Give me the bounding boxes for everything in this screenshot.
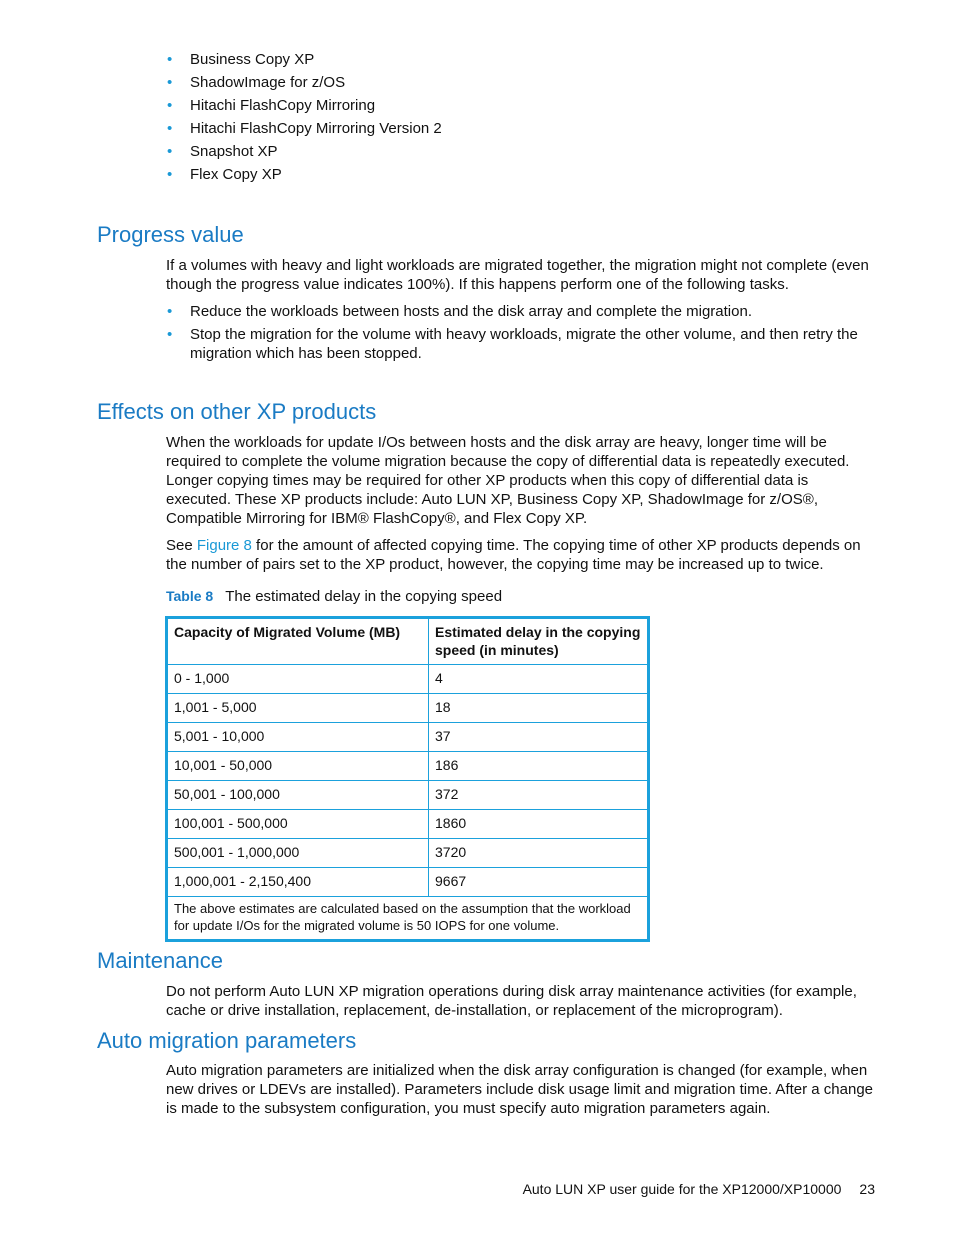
figure-8-link[interactable]: Figure 8 [196, 537, 252, 554]
effects-paragraph-2: See Figure 8 for the amount of affected copying time. The copying time of other XP products depends on the number of pairs set to the XP product, however, the copying time may be increased up to twice. [166, 537, 861, 573]
table-note: The above estimates are calculated based on the assumption that the workload for update I/Os for the migrated volume is 50 IOPS for one volume. [167, 897, 649, 941]
page-number: 23 [859, 1181, 875, 1197]
list-item: • Reduce the workloads between hosts and the disk array and complete the migration. [167, 303, 752, 320]
table-row: 1,000,001 - 2,150,400 9667 [167, 868, 649, 897]
bullet-icon: • [167, 326, 173, 343]
table-row: 5,001 - 10,000 37 [167, 723, 649, 752]
table-title: The estimated delay in the copying speed [225, 588, 503, 605]
bullet-icon: • [167, 120, 173, 137]
list-item: • Stop the migration for the volume with heavy workloads, migrate the other volume, and then retry the migration which has been stopped. [167, 326, 858, 362]
table-row: 10,001 - 50,000 186 [167, 752, 649, 781]
bullet-icon: • [167, 51, 173, 68]
maintenance-paragraph: Do not perform Auto LUN XP migration operations during disk array maintenance activities (for example, cache or drive installation, replacement, de-installation, or replacement of the microprogram). [166, 983, 857, 1019]
table-row: 1,001 - 5,000 18 [167, 694, 649, 723]
table-note-row [167, 897, 649, 941]
table-caption [166, 587, 502, 606]
heading-progress-value: Progress value [97, 222, 244, 247]
list-item: • Hitachi FlashCopy Mirroring Version 2 [167, 120, 442, 137]
list-item: • Hitachi FlashCopy Mirroring [167, 97, 376, 114]
product-list [166, 50, 866, 188]
auto-migration-paragraph: Auto migration parameters are initialized when the disk array configuration is changed (for example, when new drives or LDEVs are installed). Parameters include disk usage limit and migration time. After a change is made to the subsystem configuration, you must specify auto migration parameters again. [166, 1062, 873, 1117]
effects-paragraph: When the workloads for update I/Os between hosts and the disk array are heavy, longer time will be required to complete the volume migration because the copy of differential data is repeatedly executed. Longer copying times may be required for other XP products when this copy of differential data is executed. These XP products include: Auto LUN XP, Business Copy XP, ShadowImage for z/OS®, Compatible Mirroring for IBM® FlashCopy®, and Flex Copy XP. [166, 434, 850, 527]
table-row: 100,001 - 500,000 1860 [167, 810, 649, 839]
bullet-icon: • [167, 166, 173, 183]
bullet-icon: • [167, 143, 173, 160]
table-row: 500,001 - 1,000,000 3720 [167, 839, 649, 868]
task-list [166, 302, 872, 367]
heading-auto-migration: Auto migration parameters [97, 1028, 357, 1053]
table-row: 0 - 1,000 4 [167, 665, 649, 694]
list-item: • Business Copy XP [167, 51, 315, 68]
bullet-icon: • [167, 74, 173, 91]
bullet-icon: • [167, 303, 173, 320]
footer-title: Auto LUN XP user guide for the XP12000/XP10000 [522, 1181, 842, 1197]
table-row: 50,001 - 100,000 372 [167, 781, 649, 810]
table-label: Table 8 [166, 588, 214, 604]
heading-effects: Effects on other XP products [97, 399, 377, 424]
list-item: • ShadowImage for z/OS [167, 74, 346, 91]
page-footer [523, 1180, 875, 1199]
list-item: • Flex Copy XP [167, 166, 282, 183]
bullet-icon: • [167, 97, 173, 114]
list-item: • Snapshot XP [167, 143, 278, 160]
heading-maintenance: Maintenance [97, 948, 223, 973]
progress-paragraph: If a volumes with heavy and light workloads are migrated together, the migration might not complete (even though the progress value indicates 100%). If this happens perform one of the following tasks. [166, 257, 869, 293]
delay-table [165, 616, 650, 942]
table-header-row [167, 618, 649, 665]
column-header-capacity: Capacity of Migrated Volume (MB) [167, 618, 429, 665]
column-header-delay: Estimated delay in the copying speed (in minutes) [429, 618, 649, 665]
